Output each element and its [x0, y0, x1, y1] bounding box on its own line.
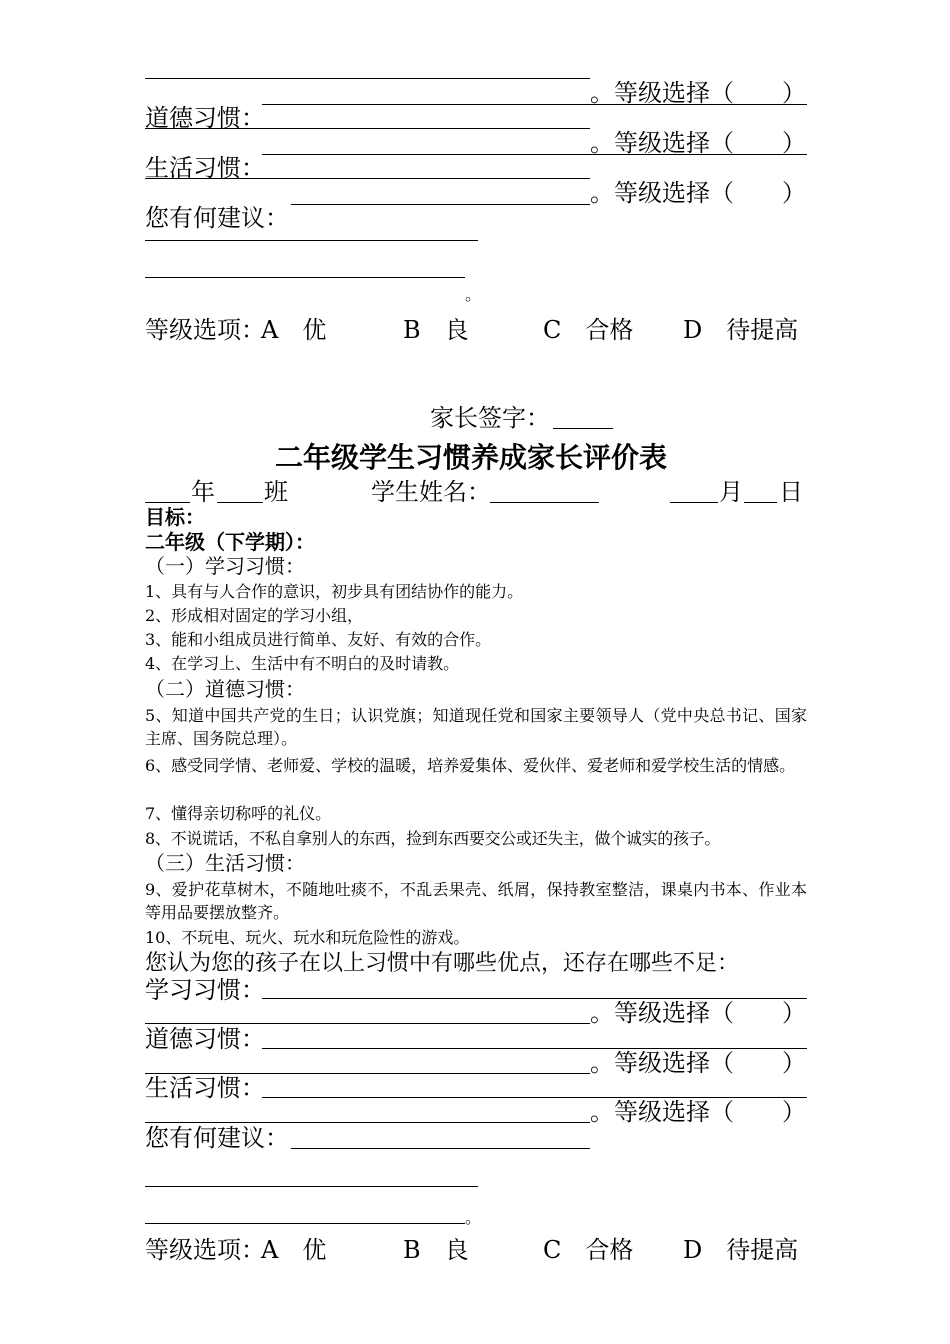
study-item-2: 2、形成相对固定的学习小组， — [145, 606, 364, 625]
parent-signature-line[interactable] — [553, 428, 613, 429]
term-heading: 二年级（下学期）： — [145, 530, 315, 554]
parent-signature-label: 家长签字： — [430, 404, 550, 432]
moral-answer-line-2[interactable] — [145, 128, 590, 129]
moral-habit-label: 道德习惯： — [145, 104, 265, 132]
form-suggestion-line-3[interactable] — [145, 1223, 465, 1224]
class-blank[interactable] — [217, 502, 263, 503]
form-moral-label: 道德习惯： — [145, 1025, 265, 1053]
grade-option-a: A 优 — [261, 316, 327, 344]
form-suggestion-line-1[interactable] — [291, 1148, 590, 1149]
form-study-label: 学习习惯： — [145, 976, 265, 1004]
student-name-blank[interactable] — [490, 502, 599, 503]
moral-item-7: 7、懂得亲切称呼的礼仪。 — [145, 804, 332, 823]
grade-option-b: B 良 — [403, 316, 469, 344]
grade-options-label: 等级选项： — [145, 316, 265, 344]
form-study-line-2[interactable] — [145, 1023, 590, 1024]
life-habit-label: 生活习惯： — [145, 154, 265, 182]
form-life-label: 生活习惯： — [145, 1074, 265, 1102]
form-life-line-2[interactable] — [145, 1122, 590, 1123]
goal-heading: 目标： — [145, 505, 205, 529]
suggestion-line-1[interactable] — [291, 204, 590, 205]
moral-answer-line-1[interactable] — [262, 104, 807, 105]
form-grade-select-study: 。等级选择（ ） — [590, 999, 806, 1027]
study-answer-line-2[interactable] — [145, 78, 590, 79]
life-heading: （三）生活习惯： — [145, 851, 305, 875]
life-item-10: 10、不玩电、玩火、玩水和玩危险性的游戏。 — [145, 928, 470, 947]
life-answer-line-1[interactable] — [262, 154, 807, 155]
moral-heading: （二）道德习惯： — [145, 677, 305, 701]
study-item-3: 3、能和小组成员进行简单、友好、有效的合作。 — [145, 630, 492, 649]
form-suggestion-label: 您有何建议： — [145, 1124, 289, 1152]
life-answer-line-2[interactable] — [145, 178, 590, 179]
suggestion-line-2[interactable] — [145, 240, 478, 241]
study-heading: （一）学习习惯： — [145, 554, 305, 578]
moral-item-5: 5、知道中国共产党的生日；认识党旗；知道现任党和国家主要领导人（党中央总书记、国家主席、国务院总理）。 — [145, 706, 807, 748]
year-blank[interactable] — [145, 502, 190, 503]
form-grade-option-a: A 优 — [261, 1236, 327, 1264]
evaluation-page — [145, 0, 807, 1344]
moral-item-8: 8、不说谎话，不私自拿别人的东西，捡到东西要交公或还失主，做个诚实的孩子。 — [145, 829, 721, 848]
day-blank[interactable] — [744, 502, 777, 503]
suggestion-end-mark: 。 — [465, 285, 482, 304]
grade-select-moral: 。等级选择（ ） — [590, 129, 806, 157]
study-item-1: 1、具有与人合作的意识，初步具有团结协作的能力。 — [145, 582, 524, 601]
form-title: 二年级学生习惯养成家长评价表 — [275, 441, 668, 474]
life-item-9: 9、爱护花草树木，不随地吐痰不，不乱丢果壳、纸屑，保持教室整洁，课桌内书本、作业本等用品要摆放整齐。 — [145, 880, 807, 922]
form-grade-select-moral: 。等级选择（ ） — [590, 1049, 806, 1077]
class-label: 班 — [264, 478, 288, 506]
form-grade-option-d: D 待提高 — [683, 1236, 799, 1264]
form-grade-option-b: B 良 — [403, 1236, 469, 1264]
form-suggestion-end-mark: 。 — [465, 1208, 482, 1227]
suggestion-label: 您有何建议： — [145, 204, 289, 232]
month-label: 月 — [719, 478, 743, 506]
form-suggestion-line-2[interactable] — [145, 1186, 478, 1187]
study-item-4: 4、在学习上、生活中有不明白的及时请教。 — [145, 654, 460, 673]
suggestion-line-3[interactable] — [145, 277, 465, 278]
grade-option-c: C 合格 — [543, 316, 634, 344]
form-grade-select-life: 。等级选择（ ） — [590, 1098, 806, 1126]
form-grade-options-label: 等级选项： — [145, 1236, 265, 1264]
moral-item-6: 6、感受同学情、老师爱、学校的温暖，培养爱集体、爱伙伴、爱老师和爱学校生活的情感。 — [145, 756, 796, 775]
student-name-label: 学生姓名： — [371, 478, 491, 506]
year-label: 年 — [191, 478, 215, 506]
grade-option-d: D 待提高 — [683, 316, 799, 344]
day-label: 日 — [779, 478, 803, 506]
grade-select-life: 。等级选择（ ） — [590, 179, 806, 207]
grade-select-study: 。等级选择（ ） — [590, 79, 806, 107]
form-grade-option-c: C 合格 — [543, 1236, 634, 1264]
parent-question: 您认为您的孩子在以上习惯中有哪些优点，还存在哪些不足： — [145, 951, 740, 976]
month-blank[interactable] — [670, 502, 718, 503]
